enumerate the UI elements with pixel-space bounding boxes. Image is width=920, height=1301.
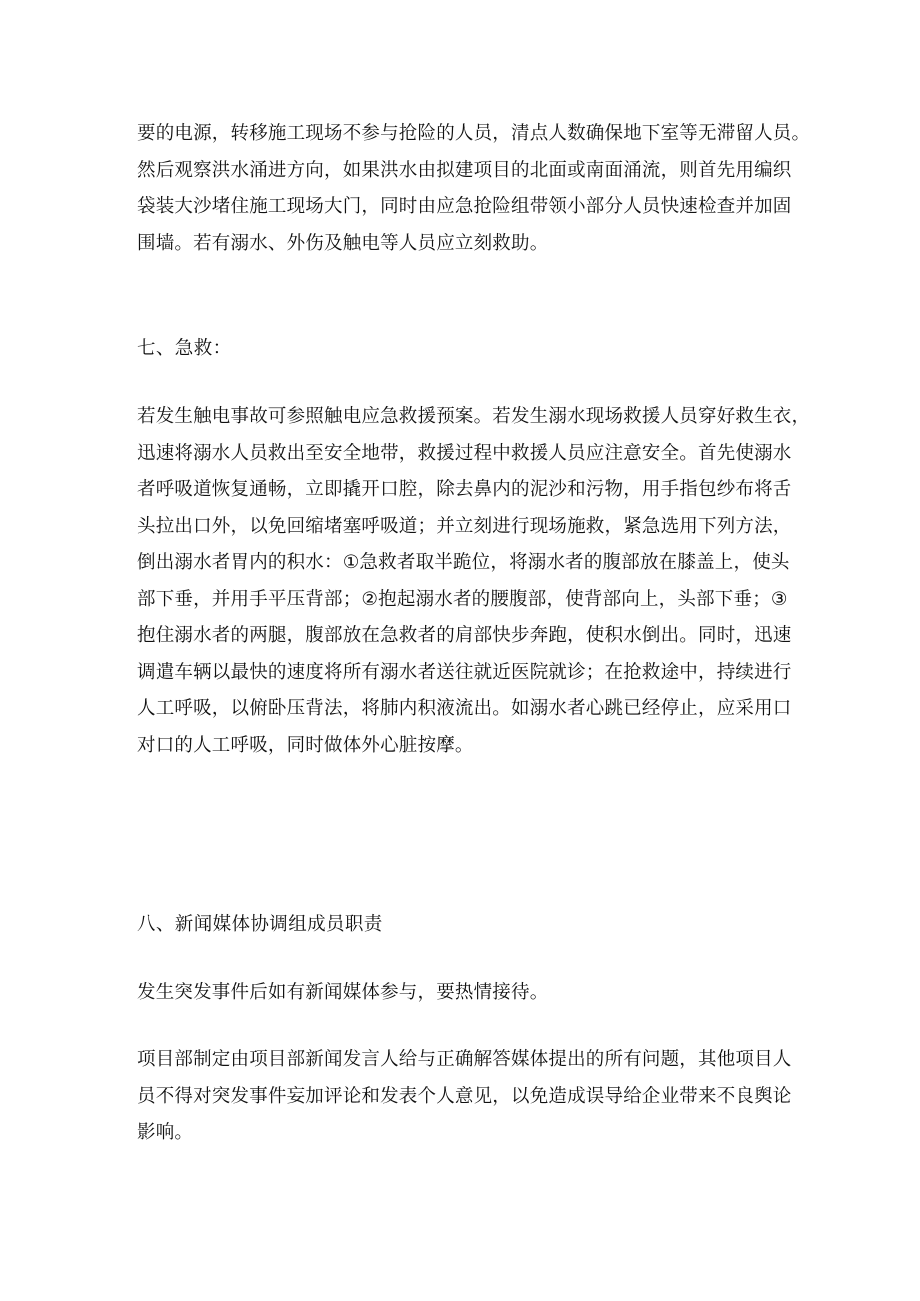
paragraph-line: 要的电源，转移施工现场不参与抢险的人员，清点人数确保地下室等无滞留人员。 [137,123,811,144]
paragraph-line: 若发生触电事故可参照触电应急救援预案。若发生溺水现场救援人员穿好救生衣， [137,406,811,427]
heading-text: 七、急救： [137,338,232,359]
section-heading-first-aid [137,331,797,368]
paragraph-line: 发生突发事件后如有新闻媒体参与，要热情接待。 [137,982,549,1003]
paragraph-line: 项目部制定由项目部新闻发言人给与正确解答媒体提出的所有问题，其他项目人 [137,1049,792,1070]
paragraph-line: 对口的人工呼吸，同时做体外心脏按摩。 [137,734,474,756]
paragraph-line: 然后观察洪水涌进方向，如果洪水由拟建项目的北面或南面涌流，则首先用编织 [137,159,792,181]
paragraph-line: 迅速将溺水人员救出至安全地带，救援过程中救援人员应注意安全。首先使溺水 [137,442,792,464]
paragraph-line: 部下垂，并用手平压背部；②抱起溺水者的腰腹部，使背部向上，头部下垂；③ [137,588,788,610]
paragraph-line: 头拉出口外，以免回缩堵塞呼吸道；并立刻进行现场施救，紧急选用下列方法， [137,515,792,537]
paragraph-line: 影响。 [137,1122,194,1143]
paragraph-flood-response [137,116,811,262]
paragraph-media-policy [137,1042,797,1152]
paragraph-line: 人工呼吸，以俯卧压背法，将肺内积液流出。如溺水者心跳已经停止，应采用口 [137,698,792,719]
paragraph-line: 倒出溺水者胃内的积水：①急救者取半跪位，将溺水者的腹部放在膝盖上，使头 [137,552,790,573]
paragraph-line: 员不得对突发事件妄加评论和发表个人意见，以免造成误导给企业带来不良舆论 [137,1085,792,1107]
paragraph-line: 袋装大沙堵住施工现场大门，同时由应急抢险组带领小部分人员快速检查并加固 [137,196,792,217]
paragraph-line: 者呼吸道恢复通畅，立即撬开口腔，除去鼻内的泥沙和污物，用手指包纱布将舌 [137,479,792,500]
section-heading-media [137,907,797,944]
heading-text: 八、新闻媒体协调组成员职责 [137,914,383,935]
paragraph-line: 围墙。若有溺水、外伤及触电等人员应立刻救助。 [137,232,549,254]
paragraph-line: 调遣车辆以最快的速度将所有溺水者送往就近医院就诊；在抢救途中，持续进行 [137,661,792,683]
paragraph-line: 抱住溺水者的两腿，腹部放在急救者的肩部快步奔跑，使积水倒出。同时，迅速 [137,625,792,646]
paragraph-media-reception [137,975,797,1012]
paragraph-first-aid [137,399,811,764]
